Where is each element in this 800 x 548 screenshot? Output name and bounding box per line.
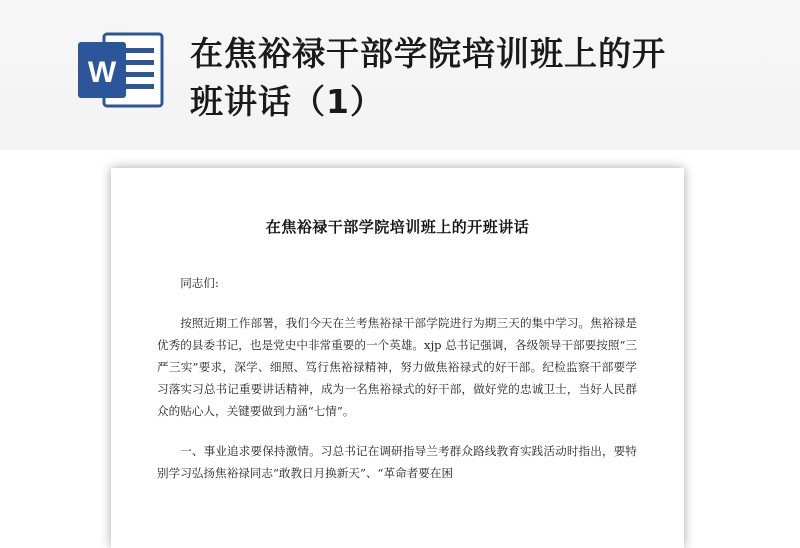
page-title-line-2: 班讲话（1） bbox=[190, 82, 384, 121]
paragraph-2: 一、事业追求要保持激情。习总书记在调研指导兰考群众路线教育实践活动时指出，要特别学习弘扬焦裕禄同志“敢教日月换新天”、“革命者要在困 bbox=[157, 444, 637, 480]
word-icon-letter: W bbox=[87, 56, 117, 89]
document-title: 在焦裕禄干部学院培训班上的开班讲话 bbox=[265, 218, 530, 236]
paragraph-1: 按照近期工作部署，我们今天在兰考焦裕禄干部学院进行为期三天的集中学习。焦裕禄是优秀的县委书记，也是党史中非常重要的一个英雄。xjp 总书记强调，各级领导干部要按照“三严三实”要求，深学、细照、笃行焦裕禄精神，努力做焦裕禄式的好干部。纪检监察干部要学习落实习总书记重要讲话精神，成为一名焦裕禄式的好干部，做好党的忠诚卫士，当好人民群众的贴心人，关键要做到力涵“七情”。 bbox=[157, 316, 637, 418]
page-title bbox=[190, 30, 750, 126]
document-body bbox=[157, 272, 637, 502]
page-title-line-1: 在焦裕禄干部学院培训班上的开 bbox=[190, 34, 666, 73]
header-banner bbox=[0, 0, 800, 150]
word-document-icon bbox=[74, 30, 166, 110]
greeting: 同志们: bbox=[180, 276, 219, 290]
document-page bbox=[111, 168, 684, 548]
